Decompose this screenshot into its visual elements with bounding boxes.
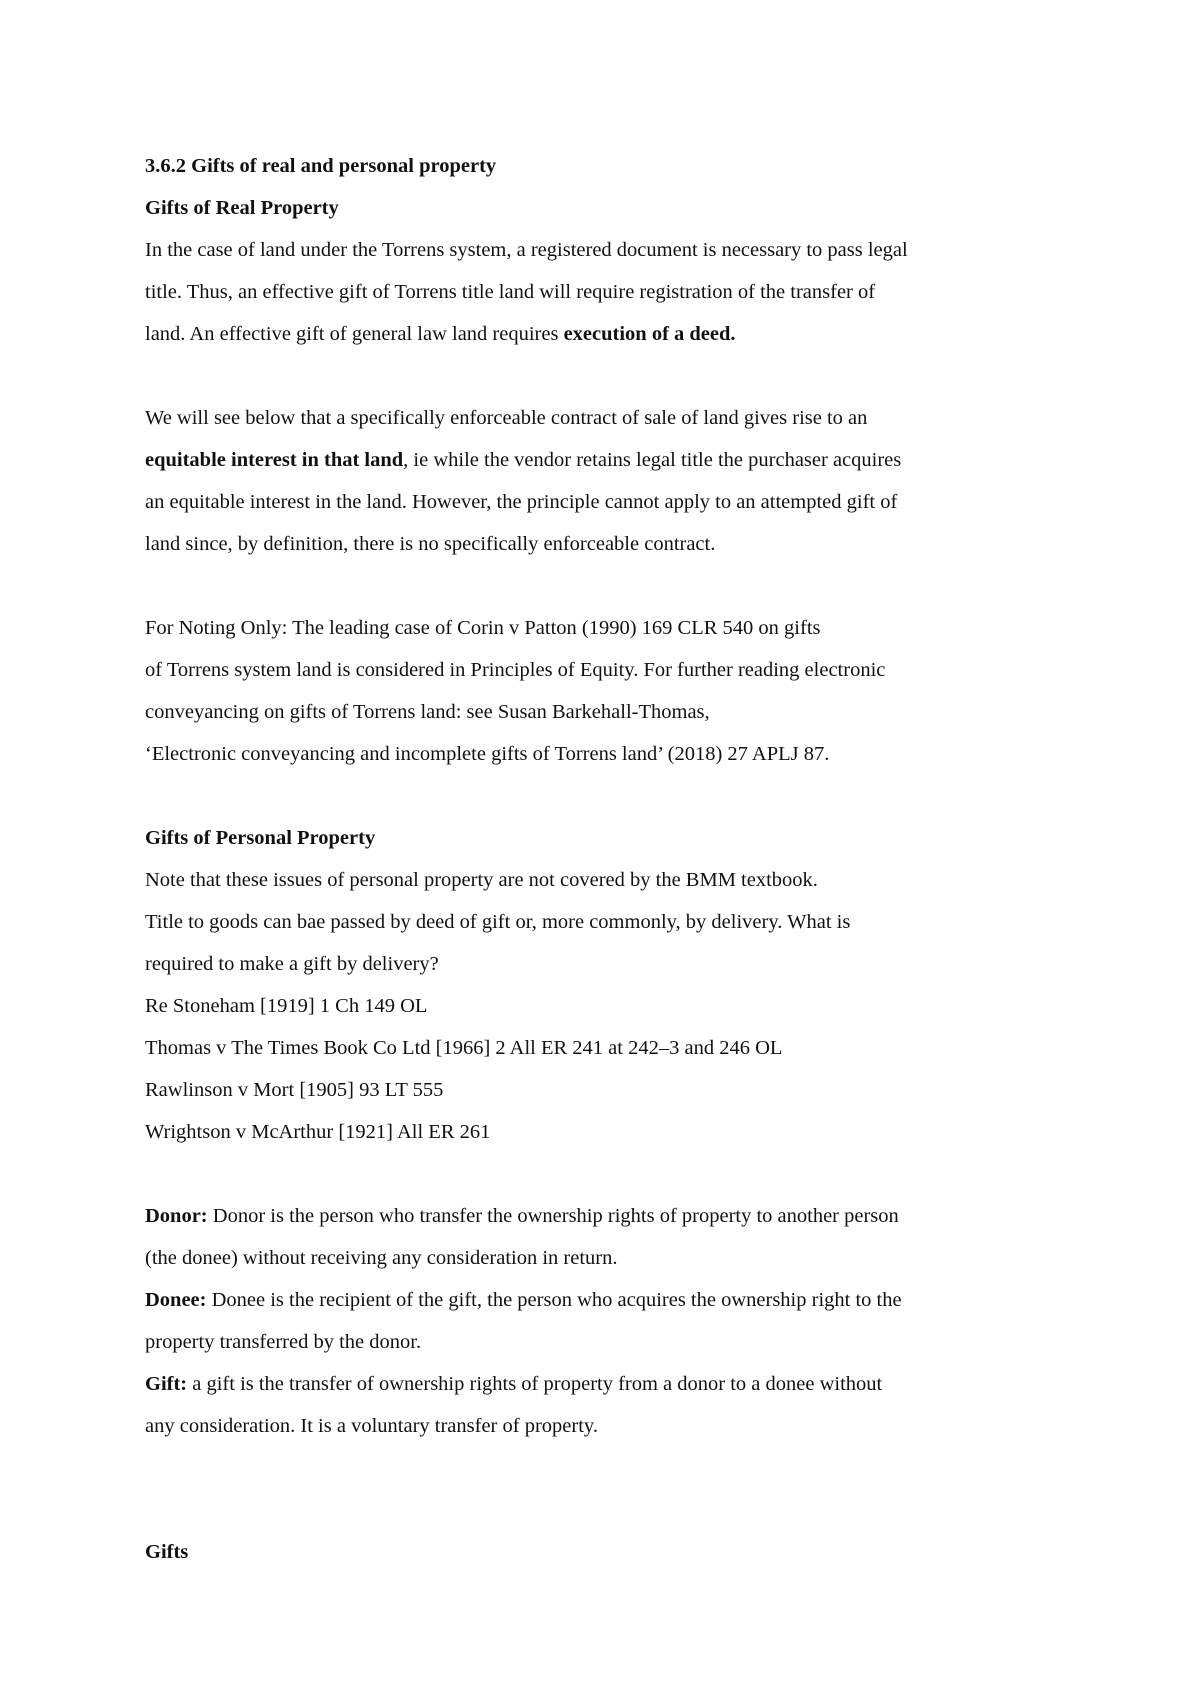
paragraph-line: Title to goods can bae passed by deed of gift or, more commonly, by delivery. What is [145, 911, 851, 933]
definition-text: property transferred by the donor. [145, 1331, 422, 1353]
definition-term: Donee: [145, 1289, 207, 1311]
note-line: conveyancing on gifts of Torrens land: see Susan Barkehall-Thomas, [145, 701, 710, 723]
blank-line [145, 1153, 1075, 1195]
paragraph-line: In the case of land under the Torrens system, a registered document is necessary to pass legal [145, 239, 908, 261]
blank-line [145, 1447, 1075, 1489]
definition-text: (the donee) without receiving any consideration in return. [145, 1247, 618, 1269]
case-citation: Thomas v The Times Book Co Ltd [1966] 2 All ER 241 at 242–3 and 246 OL [145, 1037, 783, 1059]
blank-line [145, 565, 1075, 607]
paragraph-line [145, 439, 1075, 481]
definition-term: Donor: [145, 1205, 208, 1227]
definition-text: a gift is the transfer of ownership rights of property from a donor to a donee without [187, 1373, 883, 1395]
definition-donee [145, 1279, 1075, 1321]
emphasis-text: execution of a deed. [563, 323, 736, 345]
definition-donor [145, 1195, 1075, 1237]
paragraph-text: , ie while the vendor retains legal title the purchaser acquires [403, 449, 902, 471]
note-line: of Torrens system land is considered in Principles of Equity. For further reading electronic [145, 659, 886, 681]
case-citation: Wrightson v McArthur [1921] All ER 261 [145, 1121, 491, 1143]
note-line: ‘Electronic conveyancing and incomplete gifts of Torrens land’ (2018) 27 APLJ 87. [145, 743, 830, 765]
paragraph-line: required to make a gift by delivery? [145, 953, 439, 975]
personal-property-heading: Gifts of Personal Property [145, 827, 376, 849]
paragraph-text: land. An effective gift of general law land requires [145, 323, 564, 345]
blank-line [145, 1489, 1075, 1531]
paragraph-line: land since, by definition, there is no specifically enforceable contract. [145, 533, 716, 555]
definition-text: Donor is the person who transfer the ownership rights of property to another person [207, 1205, 899, 1227]
definition-gift [145, 1363, 1075, 1405]
paragraph-line: title. Thus, an effective gift of Torrens title land will require registration of the transfer of [145, 281, 876, 303]
real-property-heading: Gifts of Real Property [145, 197, 339, 219]
gifts-heading: Gifts [145, 1541, 189, 1563]
blank-line [145, 355, 1075, 397]
emphasis-text: equitable interest in that land [145, 449, 404, 471]
definition-term: Gift: [145, 1373, 188, 1395]
section-heading: 3.6.2 Gifts of real and personal property [145, 155, 497, 177]
paragraph-line: We will see below that a specifically enforceable contract of sale of land gives rise to an [145, 407, 868, 429]
paragraph-line [145, 313, 1075, 355]
case-citation: Rawlinson v Mort [1905] 93 LT 555 [145, 1079, 444, 1101]
blank-line [145, 775, 1075, 817]
definition-text: any consideration. It is a voluntary transfer of property. [145, 1415, 598, 1437]
paragraph-line: an equitable interest in the land. However, the principle cannot apply to an attempted gift of [145, 491, 898, 513]
definition-text: Donee is the recipient of the gift, the person who acquires the ownership right to the [206, 1289, 902, 1311]
case-citation: Re Stoneham [1919] 1 Ch 149 OL [145, 995, 428, 1017]
paragraph-line: Note that these issues of personal property are not covered by the BMM textbook. [145, 869, 818, 891]
document-page [145, 145, 1075, 1573]
note-line: For Noting Only: The leading case of Corin v Patton (1990) 169 CLR 540 on gifts [145, 617, 821, 639]
